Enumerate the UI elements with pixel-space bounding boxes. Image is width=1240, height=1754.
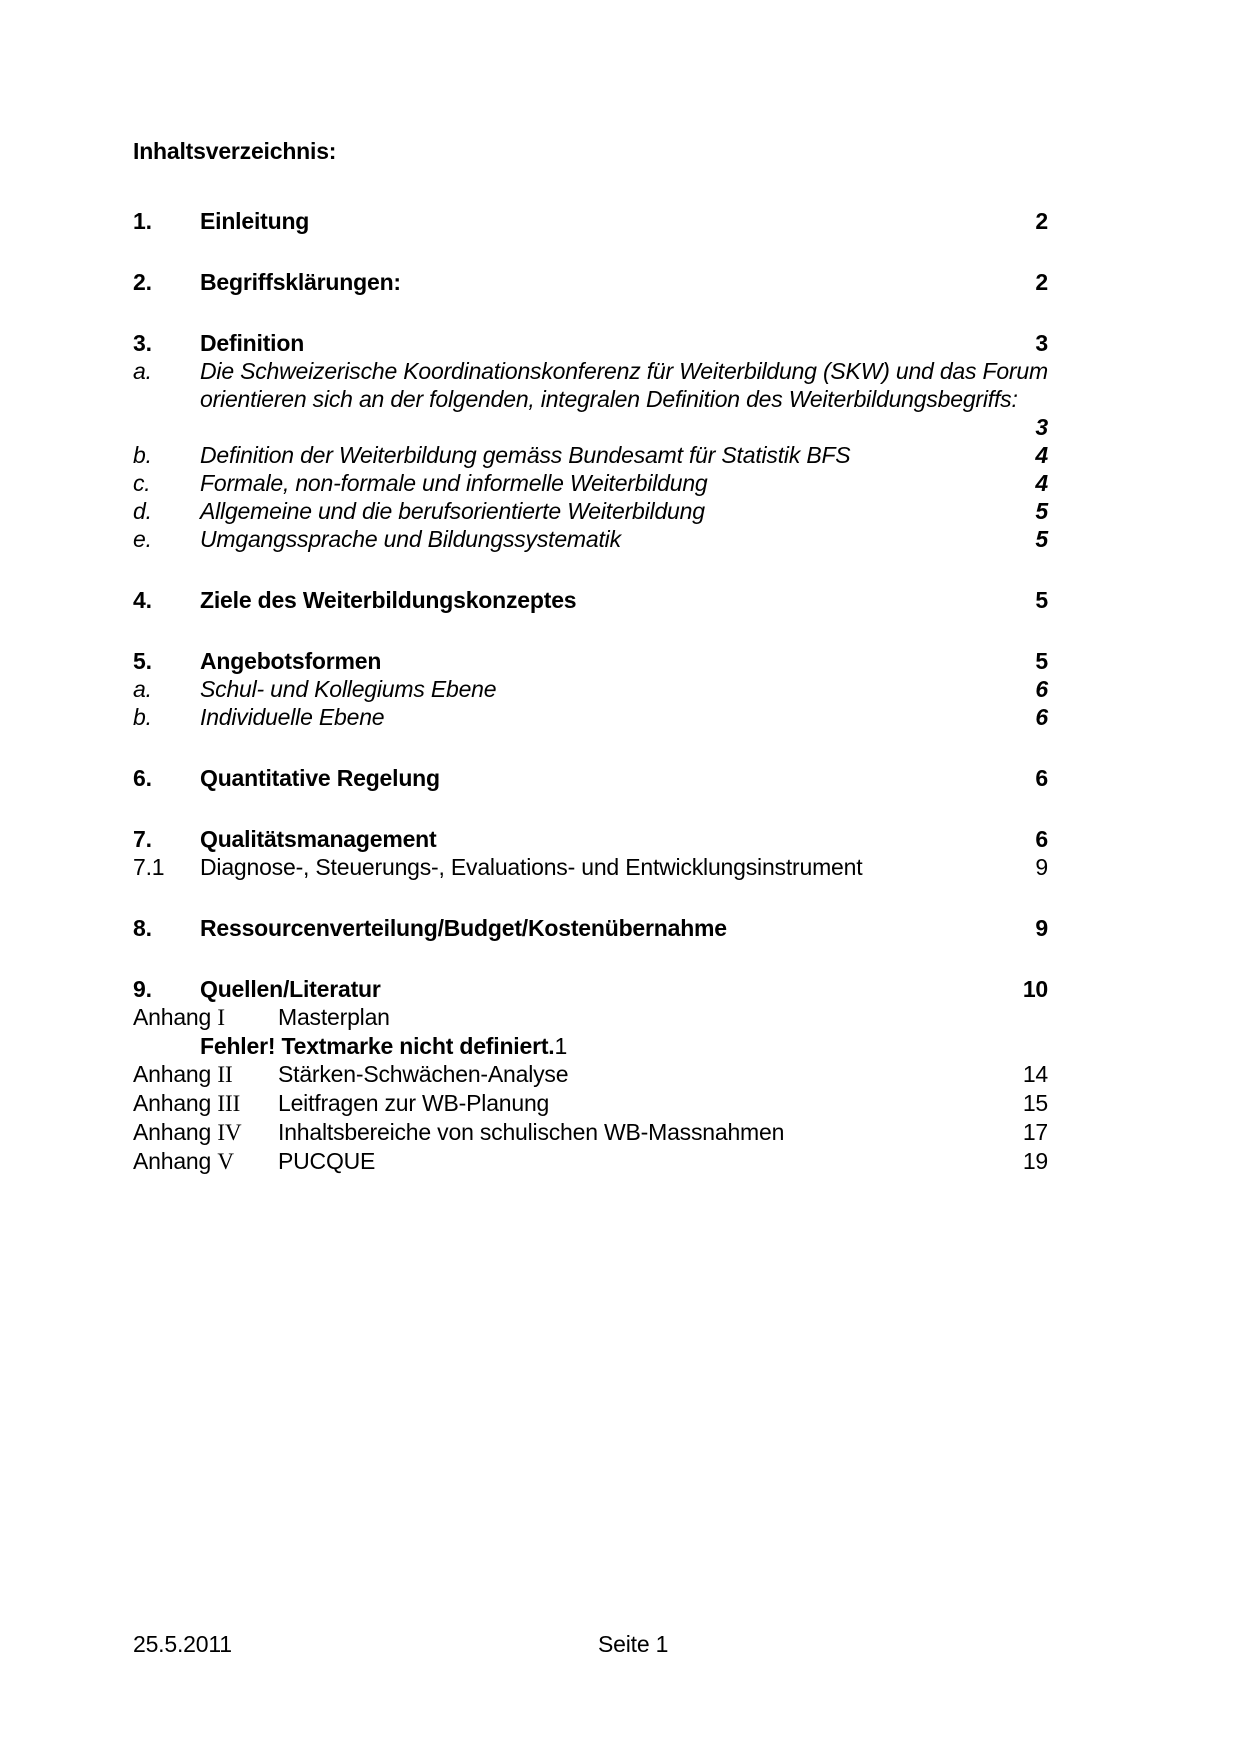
toc-entry-anhang [133,1147,1048,1176]
toc-entry-number: b. [133,704,152,730]
toc-entry [133,586,1048,614]
footer-date: 25.5.2011 [133,1631,232,1657]
toc-entry [133,497,1048,525]
toc-entry [133,914,1048,942]
toc-entry [133,853,1048,881]
toc-entry-title: Masterplan [278,1004,390,1030]
anhang-label [133,1089,278,1118]
toc-entry-title: Schul- und Kollegiums Ebene [200,676,497,702]
toc-entry-anhang [133,1003,1048,1032]
toc-entry [133,441,1048,469]
toc-entry-title: Leitfragen zur WB-Planung [278,1090,550,1116]
toc-entry-title [200,357,1048,413]
toc-entry-page: 6 [1035,765,1048,791]
toc-entry-title: Diagnose-, Steuerungs-, Evaluations- und Entwicklungsinstrument [200,854,863,880]
toc-entry-number: 1. [133,208,152,234]
toc-entry-page: 6 [1035,676,1048,702]
toc-entry-number: a. [133,358,152,384]
toc-entry-title: Begriffsklärungen: [200,269,401,295]
toc-entry-number: 3. [133,330,152,356]
toc-entry-number: d. [133,498,152,524]
toc-entry-page: 6 [1035,704,1048,730]
toc-entry-title: PUCQUE [278,1148,376,1174]
anhang-word: Anhang [133,1061,212,1087]
error-bold-text: Fehler! Textmarke nicht definiert. [200,1033,555,1059]
toc-entry [133,469,1048,497]
toc-entry [133,675,1048,703]
table-of-contents [133,137,1048,1176]
toc-entry-number: e. [133,526,152,552]
page-title: Inhaltsverzeichnis: [133,138,337,164]
toc-entry-title: Stärken-Schwächen-Analyse [278,1061,569,1087]
toc-entry [133,825,1048,853]
toc-entry-number: c. [133,470,151,496]
toc-entry-anhang [133,1089,1048,1118]
toc-entry-number: 7. [133,826,152,852]
toc-entry-number: 9. [133,976,152,1002]
toc-entry-number: 2. [133,269,152,295]
toc-entry-page: 19 [1022,1148,1048,1174]
toc-entry-number: a. [133,676,152,702]
toc-entry [133,764,1048,792]
toc-error-line [133,1032,1048,1060]
anhang-numeral: IV [217,1120,242,1145]
toc-entry-page: 9 [1035,854,1048,880]
toc-entry [133,525,1048,553]
toc-entry-page: 3 [1035,330,1048,356]
toc-entry-page: 5 [1035,526,1048,552]
toc-entry-anhang [133,1118,1048,1147]
toc-entry [133,268,1048,296]
toc-entry-page: 17 [1022,1119,1048,1145]
toc-entry-title: Inhaltsbereiche von schulischen WB-Massnahmen [278,1119,785,1145]
toc-entry-page: 6 [1035,826,1048,852]
toc-entry [133,357,1048,413]
anhang-word: Anhang [133,1119,212,1145]
toc-entry-number: 8. [133,915,152,941]
toc-entry-page: 5 [1035,648,1048,674]
toc-entry-title: Formale, non-formale und informelle Weiterbildung [200,470,708,496]
toc-entry-page: 5 [1035,498,1048,524]
anhang-numeral: II [217,1062,233,1087]
toc-entry-number: b. [133,442,152,468]
toc-entry-page: 15 [1022,1090,1048,1116]
toc-entry-title: Umgangssprache und Bildungssystematik [200,526,621,552]
anhang-numeral: I [217,1005,225,1030]
anhang-label [133,1060,278,1089]
toc-entry [133,975,1048,1003]
toc-entry-number: 7.1 [133,854,165,880]
toc-entry-page: 14 [1022,1061,1048,1087]
toc-entry-title-line2: orientieren sich an der folgenden, integralen Definition des Weiterbildungsbegriffs: [200,386,1018,412]
page-footer [133,1630,1048,1658]
toc-entry-page: 10 [1022,976,1048,1002]
toc-entry-page-row [133,413,1048,441]
anhang-word: Anhang [133,1004,212,1030]
toc-entry [133,329,1048,357]
anhang-label [133,1118,278,1147]
toc-entry-page: 3 [1035,414,1048,440]
toc-entry-page: 9 [1035,915,1048,941]
toc-entry-title: Ziele des Weiterbildungskonzeptes [200,587,577,613]
anhang-label [133,1147,278,1176]
toc-entry-title: Quantitative Regelung [200,765,440,791]
toc-entry [133,647,1048,675]
toc-entry-page: 4 [1035,470,1048,496]
toc-entry-title: Angebotsformen [200,648,382,674]
toc-entry-number: 5. [133,648,152,674]
toc-entry-page: 5 [1035,587,1048,613]
toc-entry-title: Definition [200,330,305,356]
toc-entry-title: Ressourcenverteilung/Budget/Kostenübernahme [200,915,727,941]
toc-entry [133,207,1048,235]
toc-entry-title: Individuelle Ebene [200,704,385,730]
toc-entry-page: 2 [1035,269,1048,295]
toc-entry-title: Quellen/Literatur [200,976,381,1002]
footer-page-label: Seite 1 [598,1631,669,1657]
anhang-word: Anhang [133,1090,212,1116]
anhang-label [133,1003,278,1032]
toc-entry-number: 6. [133,765,152,791]
toc-entry-anhang [133,1060,1048,1089]
toc-entry-number: 4. [133,587,152,613]
anhang-numeral: V [217,1149,234,1174]
toc-entry-title: Qualitätsmanagement [200,826,437,852]
error-suffix-number: 1 [554,1033,568,1059]
anhang-word: Anhang [133,1148,212,1174]
anhang-numeral: III [217,1091,241,1116]
toc-error-text [200,1032,1048,1060]
toc-entry-title: Allgemeine und die berufsorientierte Weiterbildung [200,498,705,524]
toc-entry-page: 2 [1035,208,1048,234]
toc-entry-title: Definition der Weiterbildung gemäss Bundesamt für Statistik BFS [200,442,851,468]
toc-entry-title: Einleitung [200,208,310,234]
toc-entry [133,703,1048,731]
toc-entry-title-line1: Die Schweizerische Koordinationskonferenz für Weiterbildung (SKW) und das Forum [200,358,1048,384]
toc-entry-page: 4 [1035,442,1048,468]
